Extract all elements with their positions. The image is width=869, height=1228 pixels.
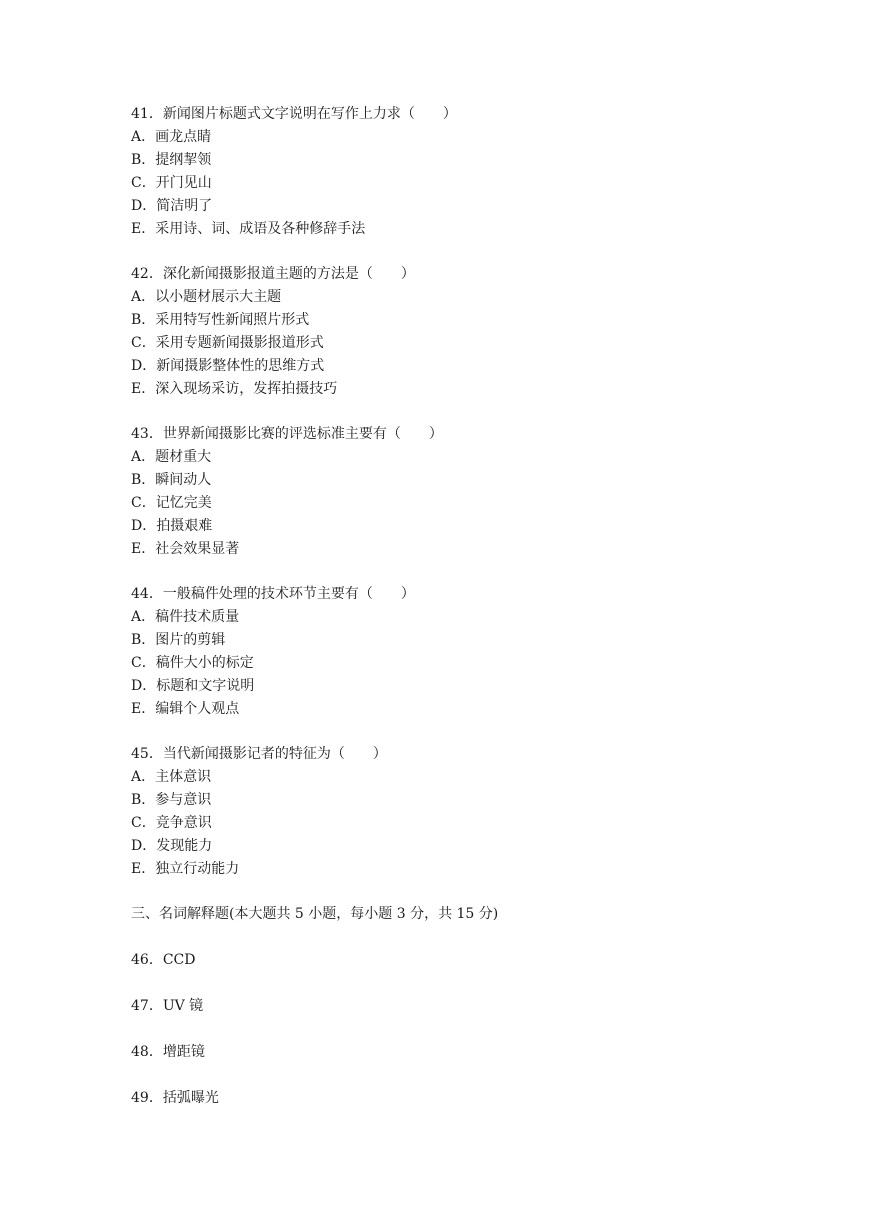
option: B．图片的剪辑 xyxy=(131,632,226,648)
question-43 xyxy=(131,423,831,561)
question-stem: 41．新闻图片标题式文字说明在写作上力求（ ） xyxy=(131,106,457,122)
option: D．发现能力 xyxy=(131,838,213,854)
option: E．社会效果显著 xyxy=(131,541,240,557)
question-44 xyxy=(131,583,831,721)
option: E．深入现场采访，发挥拍摄技巧 xyxy=(131,381,338,397)
option: D．简洁明了 xyxy=(131,198,213,214)
question-stem: 42．深化新闻摄影报道主题的方法是（ ） xyxy=(131,266,415,282)
question-42 xyxy=(131,263,831,401)
option: C．开门见山 xyxy=(131,175,212,191)
term-question: 46．CCD xyxy=(131,952,196,968)
term-question: 47．UV 镜 xyxy=(131,998,204,1014)
option: B．提纲挈领 xyxy=(131,152,212,168)
option: D．新闻摄影整体性的思维方式 xyxy=(131,358,325,374)
option: C．采用专题新闻摄影报道形式 xyxy=(131,335,324,351)
question-45 xyxy=(131,743,831,881)
option: D．拍摄艰难 xyxy=(131,518,213,534)
option: E．采用诗、词、成语及各种修辞手法 xyxy=(131,221,366,237)
option: A．以小题材展示大主题 xyxy=(131,289,282,305)
option: B．参与意识 xyxy=(131,792,212,808)
option: B．瞬间动人 xyxy=(131,472,212,488)
option: E．编辑个人观点 xyxy=(131,701,240,717)
term-question: 48．增距镜 xyxy=(131,1044,205,1060)
option: B．采用特写性新闻照片形式 xyxy=(131,312,310,328)
question-41 xyxy=(131,103,831,241)
question-stem: 43．世界新闻摄影比赛的评选标准主要有（ ） xyxy=(131,426,443,442)
exam-page xyxy=(131,103,831,1110)
option: C．记忆完美 xyxy=(131,495,212,511)
option: C．稿件大小的标定 xyxy=(131,655,254,671)
option: A．主体意识 xyxy=(131,769,212,785)
option: A．稿件技术质量 xyxy=(131,609,240,625)
option: A．画龙点睛 xyxy=(131,129,212,145)
option: A．题材重大 xyxy=(131,449,212,465)
option: E．独立行动能力 xyxy=(131,861,240,877)
term-question: 49．括弧曝光 xyxy=(131,1090,219,1106)
option: C．竞争意识 xyxy=(131,815,212,831)
section-heading: 三、名词解释题(本大题共 5 小题，每小题 3 分，共 15 分) xyxy=(131,906,499,922)
question-stem: 44．一般稿件处理的技术环节主要有（ ） xyxy=(131,586,415,602)
question-stem: 45．当代新闻摄影记者的特征为（ ） xyxy=(131,746,387,762)
option: D．标题和文字说明 xyxy=(131,678,255,694)
